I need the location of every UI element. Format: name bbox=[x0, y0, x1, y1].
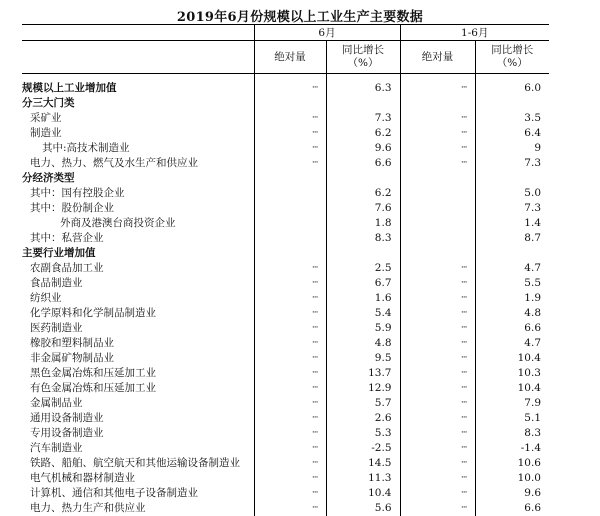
header-growth-june bbox=[326, 41, 400, 74]
table-row bbox=[22, 96, 549, 111]
table-row bbox=[22, 471, 549, 486]
table-row bbox=[22, 246, 549, 261]
cell-abs-june: ··· bbox=[254, 306, 326, 321]
header-abs-june: 绝对量 bbox=[254, 41, 326, 74]
row-label: 制造业 bbox=[30, 127, 62, 139]
cell-abs-june: ··· bbox=[254, 111, 326, 126]
table-row bbox=[22, 456, 549, 471]
cell-growth-h1: 5.1 bbox=[475, 411, 549, 426]
header-growth-unit: （%） bbox=[496, 57, 528, 69]
cell-abs-june: ··· bbox=[254, 321, 326, 336]
row-label: 采矿业 bbox=[30, 112, 62, 124]
cell-abs-june: ··· bbox=[254, 156, 326, 171]
table-row bbox=[22, 306, 549, 321]
table-row bbox=[22, 291, 549, 306]
cell-abs-june: ··· bbox=[254, 366, 326, 381]
cell-growth-h1: 1.9 bbox=[475, 291, 549, 306]
cell-abs-h1: ··· bbox=[400, 351, 475, 366]
cell-growth-june: 5.4 bbox=[326, 306, 400, 321]
row-label: 主要行业增加值 bbox=[22, 247, 96, 259]
table-row bbox=[22, 126, 549, 141]
cell-growth-june: 5.3 bbox=[326, 426, 400, 441]
row-label: 其中：私营企业 bbox=[30, 232, 104, 244]
cell-abs-h1: ··· bbox=[400, 291, 475, 306]
cell-growth-h1: 10.4 bbox=[475, 381, 549, 396]
cell-growth-h1: 8.7 bbox=[475, 231, 549, 246]
cell-abs-june: ··· bbox=[254, 471, 326, 486]
cell-abs-h1: ··· bbox=[400, 276, 475, 291]
cell-abs-june bbox=[254, 231, 326, 246]
cell-growth-h1: 10.4 bbox=[475, 351, 549, 366]
table-row bbox=[22, 186, 549, 201]
row-label: 通用设备制造业 bbox=[30, 412, 104, 424]
table-row bbox=[22, 501, 549, 516]
row-label: 纺织业 bbox=[30, 292, 62, 304]
cell-abs-h1: ··· bbox=[400, 366, 475, 381]
cell-abs-h1: ··· bbox=[400, 141, 475, 156]
table-row bbox=[22, 396, 549, 411]
cell-growth-h1: 3.5 bbox=[475, 111, 549, 126]
cell-abs-h1: ··· bbox=[400, 126, 475, 141]
cell-growth-h1: 10.3 bbox=[475, 366, 549, 381]
spacer-row bbox=[22, 74, 549, 82]
row-label: 其中：股份制企业 bbox=[30, 202, 114, 214]
cell-abs-h1: ··· bbox=[400, 441, 475, 456]
cell-abs-june: ··· bbox=[254, 381, 326, 396]
row-label: 金属制品业 bbox=[30, 397, 83, 409]
cell-growth-h1: 9.6 bbox=[475, 486, 549, 501]
cell-abs-h1: ··· bbox=[400, 336, 475, 351]
row-label: 分三大门类 bbox=[22, 97, 75, 109]
cell-growth-june bbox=[326, 171, 400, 186]
cell-growth-june: 5.6 bbox=[326, 501, 400, 516]
row-label: 有色金属冶炼和压延加工业 bbox=[30, 382, 156, 394]
cell-growth-june: -2.5 bbox=[326, 441, 400, 456]
row-label: 医药制造业 bbox=[30, 322, 83, 334]
cell-abs-h1 bbox=[400, 216, 475, 231]
table-row bbox=[22, 156, 549, 171]
cell-growth-june: 6.2 bbox=[326, 186, 400, 201]
table-row bbox=[22, 171, 549, 186]
cell-growth-h1: 7.3 bbox=[475, 201, 549, 216]
cell-abs-june: ··· bbox=[254, 276, 326, 291]
table-row bbox=[22, 486, 549, 501]
cell-growth-h1: 1.4 bbox=[475, 216, 549, 231]
cell-abs-h1 bbox=[400, 96, 475, 111]
cell-growth-h1: 5.5 bbox=[475, 276, 549, 291]
cell-abs-h1: ··· bbox=[400, 111, 475, 126]
table-row bbox=[22, 381, 549, 396]
cell-abs-h1: ··· bbox=[400, 306, 475, 321]
row-label: 非金属矿物制品业 bbox=[30, 352, 114, 364]
cell-abs-h1 bbox=[400, 186, 475, 201]
cell-abs-june bbox=[254, 96, 326, 111]
cell-abs-june bbox=[254, 186, 326, 201]
data-table bbox=[22, 24, 549, 516]
cell-abs-h1 bbox=[400, 171, 475, 186]
cell-abs-june bbox=[254, 216, 326, 231]
row-label: 铁路、船舶、航空航天和其他运输设备制造业 bbox=[30, 457, 240, 469]
cell-growth-h1: 8.3 bbox=[475, 426, 549, 441]
cell-abs-june bbox=[254, 246, 326, 261]
table-row bbox=[22, 81, 549, 96]
cell-growth-june: 11.3 bbox=[326, 471, 400, 486]
table-row bbox=[22, 336, 549, 351]
cell-abs-june: ··· bbox=[254, 396, 326, 411]
header-growth-unit: （%） bbox=[347, 57, 379, 69]
cell-abs-h1: ··· bbox=[400, 471, 475, 486]
cell-abs-june: ··· bbox=[254, 456, 326, 471]
row-label: 电气机械和器材制造业 bbox=[30, 472, 135, 484]
row-label: 电力、热力、燃气及水生产和供应业 bbox=[30, 157, 198, 169]
cell-abs-h1: ··· bbox=[400, 156, 475, 171]
cell-abs-h1: ··· bbox=[400, 81, 475, 96]
header-abs-h1: 绝对量 bbox=[400, 41, 475, 74]
cell-growth-june: 5.9 bbox=[326, 321, 400, 336]
cell-abs-h1: ··· bbox=[400, 501, 475, 516]
header-blank bbox=[22, 25, 254, 41]
cell-growth-h1: 4.7 bbox=[475, 336, 549, 351]
cell-growth-june: 4.8 bbox=[326, 336, 400, 351]
cell-growth-june: 6.6 bbox=[326, 156, 400, 171]
cell-growth-h1: 10.0 bbox=[475, 471, 549, 486]
table-row bbox=[22, 276, 549, 291]
cell-growth-h1 bbox=[475, 246, 549, 261]
cell-growth-june: 13.7 bbox=[326, 366, 400, 381]
header-row-periods bbox=[22, 25, 549, 41]
table-row bbox=[22, 441, 549, 456]
cell-abs-june: ··· bbox=[254, 351, 326, 366]
cell-abs-h1: ··· bbox=[400, 396, 475, 411]
cell-abs-june: ··· bbox=[254, 411, 326, 426]
cell-growth-h1: 6.4 bbox=[475, 126, 549, 141]
cell-growth-h1: 4.8 bbox=[475, 306, 549, 321]
cell-abs-h1: ··· bbox=[400, 486, 475, 501]
cell-growth-june: 14.5 bbox=[326, 456, 400, 471]
cell-abs-h1 bbox=[400, 201, 475, 216]
table-row bbox=[22, 141, 549, 156]
header-growth-h1 bbox=[475, 41, 549, 74]
header-period-h1: 1-6月 bbox=[400, 25, 549, 41]
table-row bbox=[22, 261, 549, 276]
cell-abs-june: ··· bbox=[254, 426, 326, 441]
row-label: 其中：国有控股企业 bbox=[30, 187, 125, 199]
cell-growth-h1: 6.6 bbox=[475, 321, 549, 336]
cell-abs-h1: ··· bbox=[400, 426, 475, 441]
header-period-june: 6月 bbox=[254, 25, 400, 41]
cell-abs-h1 bbox=[400, 246, 475, 261]
cell-growth-june bbox=[326, 246, 400, 261]
cell-growth-h1: -1.4 bbox=[475, 441, 549, 456]
cell-growth-june: 12.9 bbox=[326, 381, 400, 396]
row-label: 橡胶和塑料制品业 bbox=[30, 337, 114, 349]
header-growth-label: 同比增长 bbox=[342, 44, 384, 56]
cell-growth-june: 6.2 bbox=[326, 126, 400, 141]
header-blank-2 bbox=[22, 41, 254, 74]
cell-abs-june bbox=[254, 171, 326, 186]
cell-abs-june: ··· bbox=[254, 486, 326, 501]
cell-growth-h1 bbox=[475, 171, 549, 186]
table-row bbox=[22, 321, 549, 336]
header-row-columns bbox=[22, 41, 549, 74]
cell-abs-june: ··· bbox=[254, 261, 326, 276]
cell-growth-h1: 10.6 bbox=[475, 456, 549, 471]
table-row bbox=[22, 366, 549, 381]
cell-abs-h1: ··· bbox=[400, 321, 475, 336]
table-row bbox=[22, 111, 549, 126]
cell-growth-h1: 6.6 bbox=[475, 501, 549, 516]
table-row bbox=[22, 351, 549, 366]
row-label: 电力、热力生产和供应业 bbox=[30, 502, 146, 514]
cell-growth-h1: 4.7 bbox=[475, 261, 549, 276]
cell-growth-h1: 5.0 bbox=[475, 186, 549, 201]
cell-abs-june: ··· bbox=[254, 126, 326, 141]
cell-growth-h1: 7.3 bbox=[475, 156, 549, 171]
cell-abs-h1: ··· bbox=[400, 456, 475, 471]
cell-growth-june: 8.3 bbox=[326, 231, 400, 246]
cell-abs-june: ··· bbox=[254, 291, 326, 306]
table-row bbox=[22, 231, 549, 246]
table-row bbox=[22, 426, 549, 441]
row-label: 黑色金属冶炼和压延加工业 bbox=[30, 367, 156, 379]
row-label: 规模以上工业增加值 bbox=[22, 82, 117, 94]
row-label: 专用设备制造业 bbox=[30, 427, 104, 439]
cell-growth-june: 1.6 bbox=[326, 291, 400, 306]
cell-abs-june: ··· bbox=[254, 441, 326, 456]
cell-abs-june: ··· bbox=[254, 81, 326, 96]
cell-abs-h1: ··· bbox=[400, 261, 475, 276]
cell-abs-june bbox=[254, 201, 326, 216]
cell-growth-june: 1.8 bbox=[326, 216, 400, 231]
cell-abs-h1: ··· bbox=[400, 381, 475, 396]
row-label: 化学原料和化学制品制造业 bbox=[30, 307, 156, 319]
cell-abs-h1 bbox=[400, 231, 475, 246]
row-label: 汽车制造业 bbox=[30, 442, 83, 454]
cell-growth-june: 6.7 bbox=[326, 276, 400, 291]
cell-growth-h1: 7.9 bbox=[475, 396, 549, 411]
row-label: 食品制造业 bbox=[30, 277, 83, 289]
row-label: 其中:高技术制造业 bbox=[42, 142, 130, 154]
cell-growth-h1 bbox=[475, 96, 549, 111]
table-row bbox=[22, 216, 549, 231]
cell-abs-june: ··· bbox=[254, 501, 326, 516]
row-label: 计算机、通信和其他电子设备制造业 bbox=[30, 487, 198, 499]
page-title: 2019年6月份规模以上工业生产主要数据 bbox=[176, 10, 424, 25]
cell-growth-june: 2.5 bbox=[326, 261, 400, 276]
cell-growth-june: 7.6 bbox=[326, 201, 400, 216]
cell-growth-june: 9.5 bbox=[326, 351, 400, 366]
cell-abs-june: ··· bbox=[254, 336, 326, 351]
cell-abs-june: ··· bbox=[254, 141, 326, 156]
cell-growth-june: 10.4 bbox=[326, 486, 400, 501]
cell-growth-h1: 6.0 bbox=[475, 81, 549, 96]
cell-growth-june: 9.6 bbox=[326, 141, 400, 156]
cell-growth-june bbox=[326, 96, 400, 111]
table-row bbox=[22, 411, 549, 426]
table-body bbox=[22, 81, 549, 516]
table-row bbox=[22, 201, 549, 216]
cell-growth-june: 5.7 bbox=[326, 396, 400, 411]
row-label: 外商及港澳台商投资企业 bbox=[60, 217, 176, 229]
row-label: 分经济类型 bbox=[22, 172, 75, 184]
header-growth-label: 同比增长 bbox=[491, 44, 534, 56]
cell-growth-june: 7.3 bbox=[326, 111, 400, 126]
row-label: 农副食品加工业 bbox=[30, 262, 104, 274]
cell-growth-june: 2.6 bbox=[326, 411, 400, 426]
cell-growth-h1: 9 bbox=[475, 141, 549, 156]
cell-abs-h1: ··· bbox=[400, 411, 475, 426]
cell-growth-june: 6.3 bbox=[326, 81, 400, 96]
